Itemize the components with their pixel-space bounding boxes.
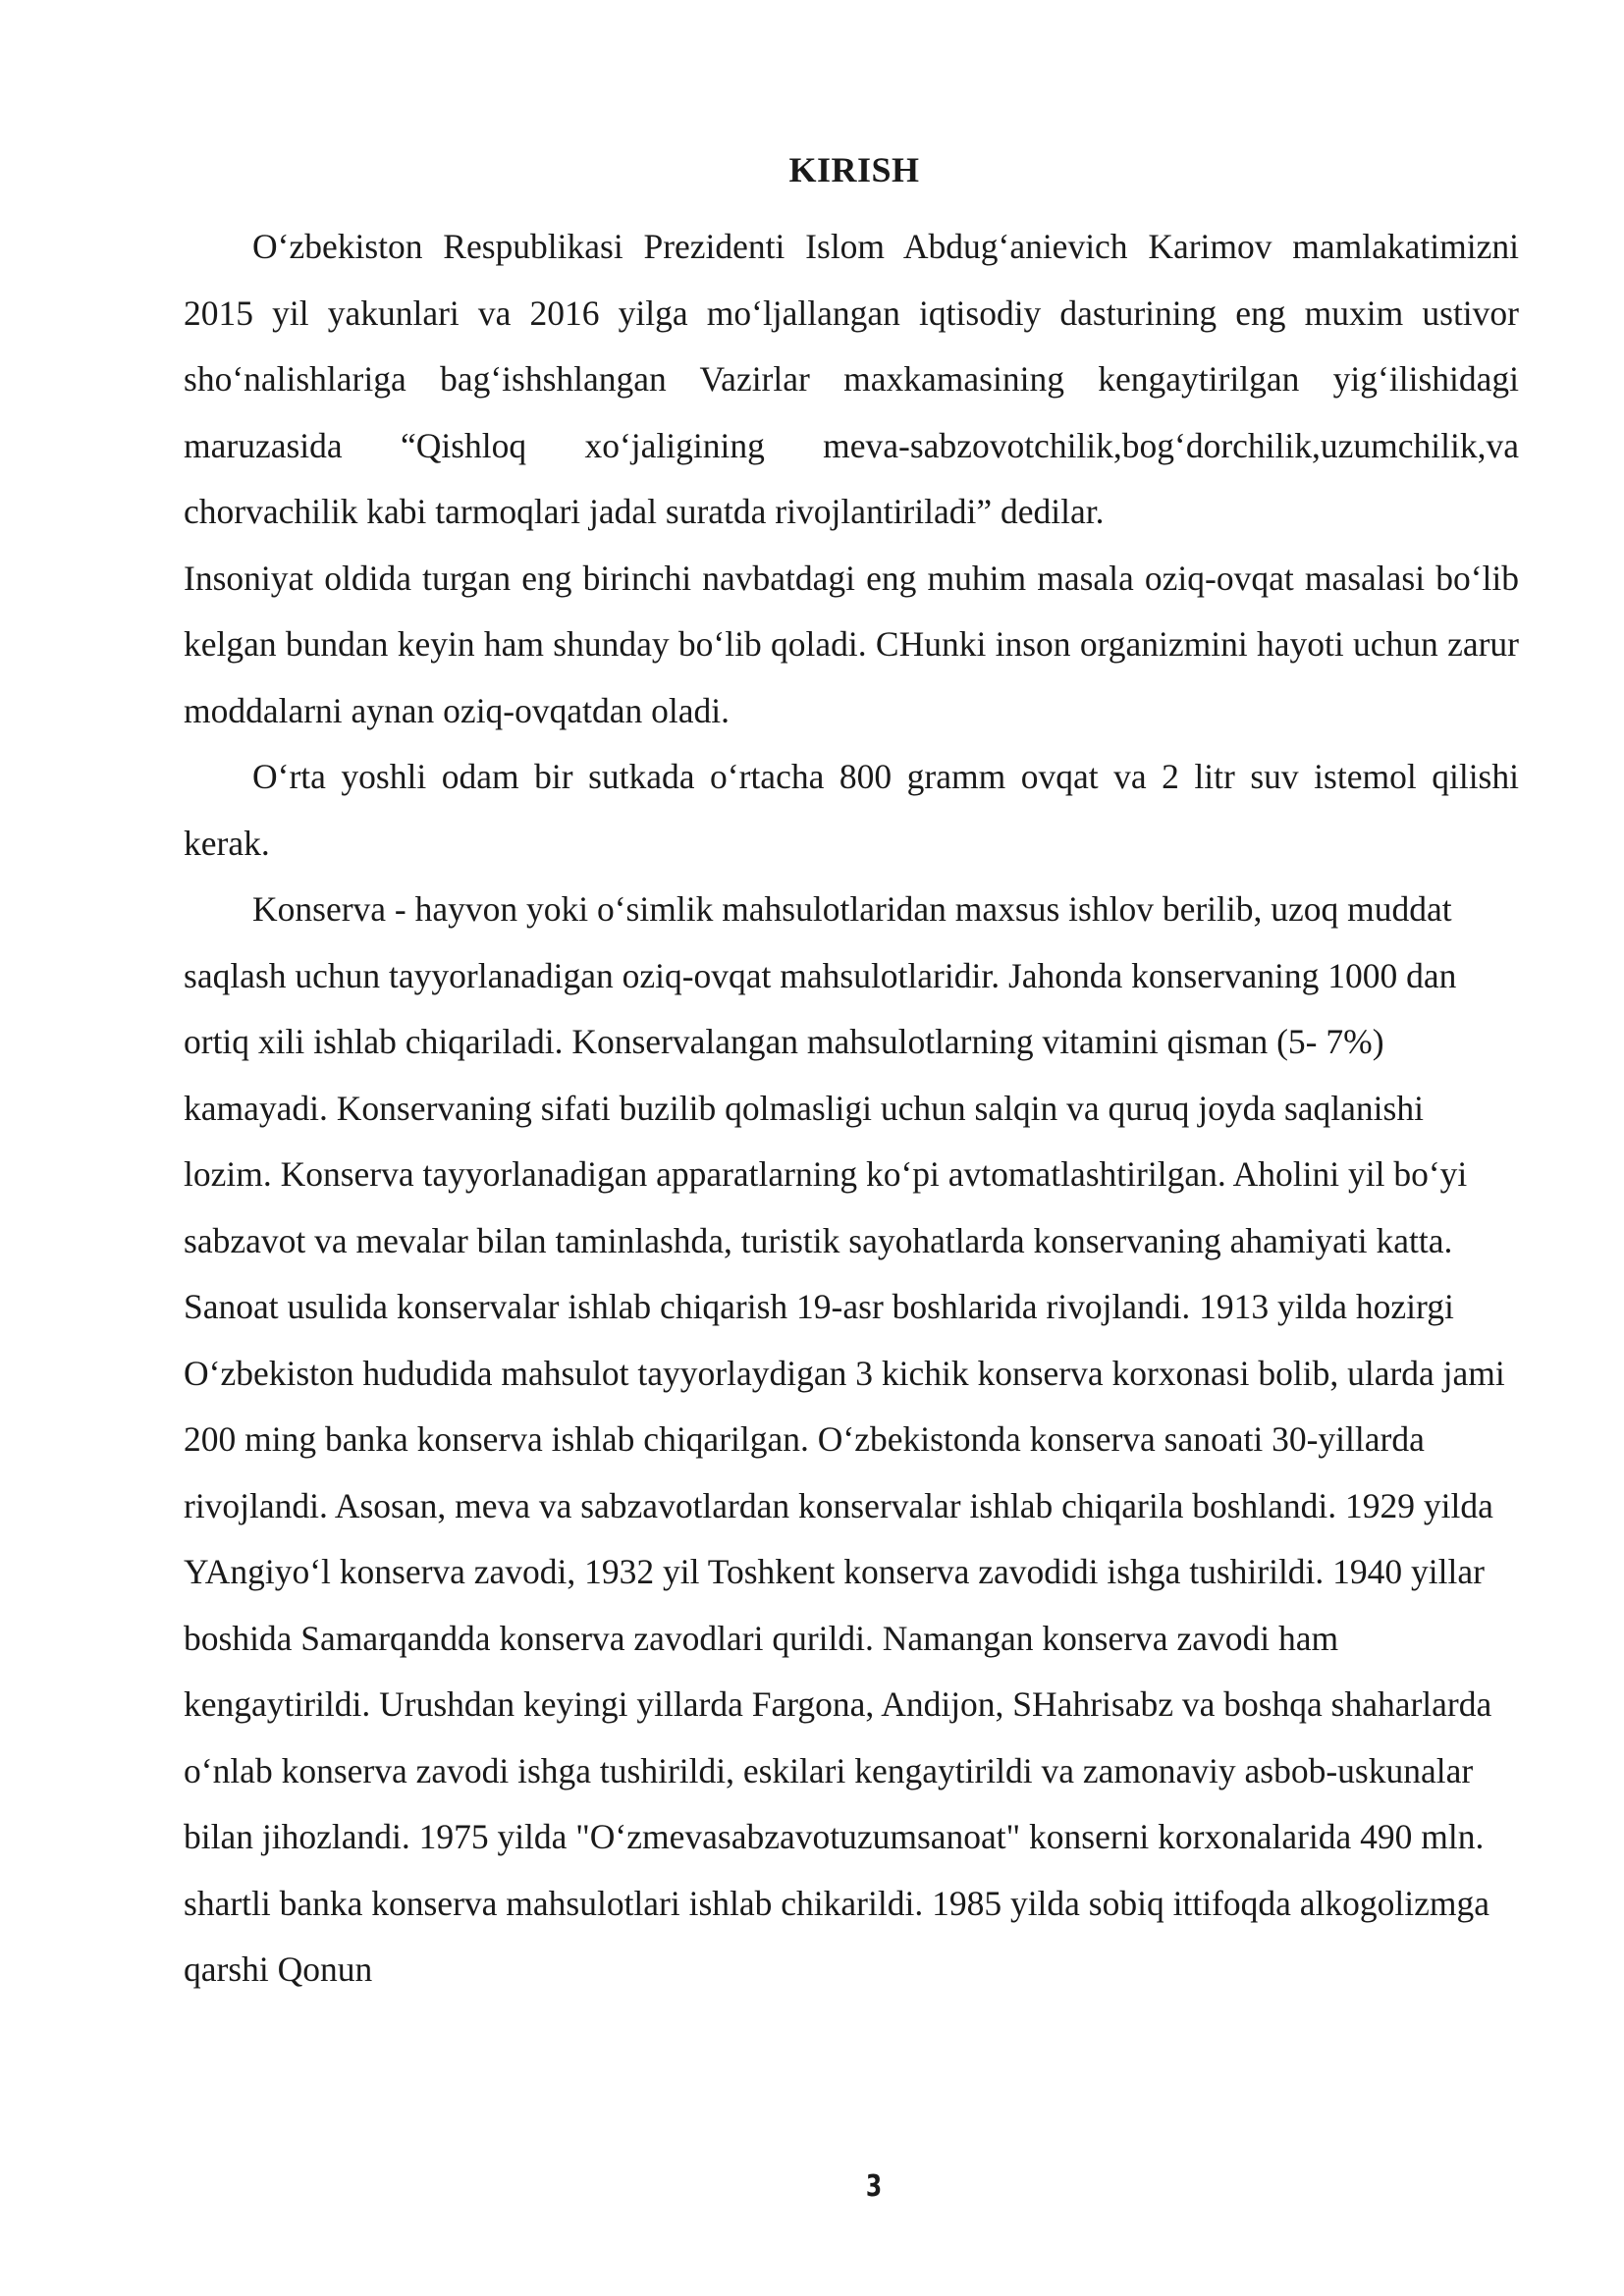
page-title: KIRISH (788, 150, 920, 189)
paragraph-konserva-history: Sanoat usulida konservalar ishlab chiqarish 19-asr boshlarida rivojlandi. 1913 yilda hozirgi O‘zbekiston hududida mahsulot tayyorlaydigan 3 kichik konserva korxonasi bolib, ularda jami 200 ming banka konserva ishlab chiqarilgan. O‘zbekistonda konserva sanoati 30-yillarda rivojlandi. Asosan, meva va sabzavotlardan konservalar ishlab chiqarila boshlandi. 1929 yilda YAngiyo‘l konserva zavodi, 1932 yil Toshkent konserva zavodidi ishga tushirildi. 1940 yillar boshida Samarqandda konserva zavodlari qurildi. Namangan konserva zavodi ham kengaytirildi. Urushdan keyingi yillarda Fargona, Andijon, SHahrisabz va boshqa shaharlarda o‘nlab konserva zavodi ishga tushirildi, eskilari kengaytirildi va zamonaviy asbob-uskunalar bilan jihozlandi. 1975 yilda "O‘zmevasabzavotuzumsanoat" konserni korxonalarida 490 mln. shartli banka konserva mahsulotlari ishlab chikarildi. 1985 yilda sobiq ittifoqda alkogolizmga qarshi Qonun (184, 1287, 1505, 1989)
paragraph-daily-intake: O‘rta yoshli odam bir sutkada o‘rtacha 800 gramm ovqat va 2 litr suv istemol qilishi kerak. (184, 757, 1519, 863)
paragraph-konserva-definition: Konserva - hayvon yoki o‘simlik mahsulotlaridan maxsus ishlov berilib, uzoq muddat saqlash uchun tayyorlanadigan oziq-ovqat mahsulotlaridir. Jahonda konservaning 1000 dan ortiq xili ishlab chiqariladi. Konservalangan mahsulotlarning vitamini qisman (5- 7%) kamayadi. Konservaning sifati buzilib qolmasligi uchun salqin va quruq joyda saqlanishi lozim. Konserva tayyorlanadigan apparatlarning ko‘pi avtomatlashtirilgan. Aholini yil bo‘yi sabzavot va mevalar bilan taminlashda, turistik sayohatlarda konservaning ahamiyati katta. (184, 889, 1468, 1260)
paragraph-food-importance: Insoniyat oldida turgan eng birinchi navbatdagi eng muhim masala oziq-ovqat masalasi bo‘lib kelgan bundan keyin ham shunday bo‘lib qoladi. CHunki inson organizmini hayoti uchun zarur moddalarni aynan oziq-ovqatdan oladi. (184, 558, 1519, 730)
paragraph-president-speech: O‘zbekiston Respublikasi Prezidenti Islom Abdug‘anievich Karimov mamlakatimizni 2015 yil yakunlari va 2016 yilga mo‘ljallangan iqtisodiy dasturining eng muxim ustivor sho‘nalishlariga bag‘ishshlangan Vazirlar maxkamasining kengaytirilgan yig‘ilishidagi maruzasida “Qishloq xo‘jaligining meva-sabzovotchilik,bog‘dorchilik,uzumchilik,va chorvachilik kabi tarmoqlari jadal suratda rivojlantiriladi” dedilar. (184, 227, 1519, 531)
document-body (184, 214, 1519, 2003)
page-number: 3 (865, 2169, 883, 2204)
